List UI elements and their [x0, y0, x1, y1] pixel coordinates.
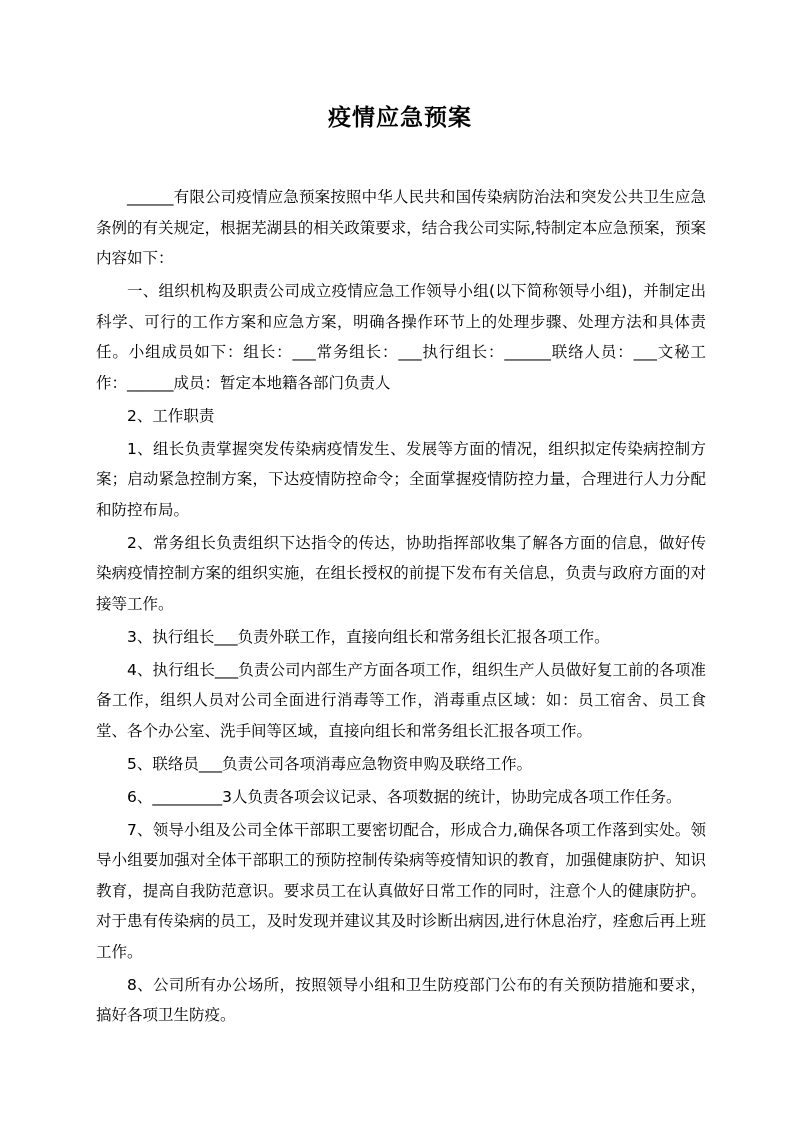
duty-item-6: 6、_________3人负责各项会议记录、各项数据的统计，协助完成各项工作任务。	[127, 787, 682, 806]
document-body	[96, 182, 706, 1033]
document-title: 疫情应急预案	[328, 105, 472, 131]
duty-item-7: 7、领导小组及公司全体干部职工要密切配合，形成合力,确保各项工作落到实处。领导小组要加强对全体干部职工的预防控制传染病等疫情知识的教育，加强健康防护、知识教育，提高自我防范意识。要求员工在认真做好日常工作的同时，注意个人的健康防护。对于患有传染病的员工，及时发现并建议其及时诊断出病因,进行休息治疗，痊愈后再上班工作。	[96, 820, 706, 961]
duty-item-3: 3、执行组长___负责外联工作，直接向组长和常务组长汇报各项工作。	[127, 627, 610, 646]
duty-item-1: 1、组长负责掌握突发传染病疫情发生、发展等方面的情况，组织拟定传染病控制方案；启动紧急控制方案，下达疫情防控命令；全面掌握疫情防控力量，合理进行人力分配和防控布局。	[96, 439, 706, 519]
duties-heading: 2、工作职责	[127, 406, 215, 425]
organization-paragraph: 一、组织机构及职责公司成立疫情应急工作领导小组(以下简称领导小组)，并制定出科学、可行的工作方案和应急方案，明确各操作环节上的处理步骤、处理方法和具体责任。小组成员如下：组长：___常务组长：___执行组长：______联络人员：___文秘工作：______成员：暂定本地籍各部门负责人	[96, 282, 706, 392]
duty-item-4: 4、执行组长___负责公司内部生产方面各项工作，组织生产人员做好复工前的各项准备工作，组织人员对公司全面进行消毒等工作，消毒重点区域：如：员工宿舍、员工食堂、各个办公室、洗手间等区域，直接向组长和常务组长汇报各项工作。	[96, 660, 706, 740]
duty-item-5: 5、联络员___负责公司各项消毒应急物资申购及联络工作。	[127, 754, 533, 773]
duty-item-2: 2、常务组长负责组织下达指令的传达，协助指挥部收集了解各方面的信息，做好传染病疫情控制方案的组织实施，在组长授权的前提下发布有关信息，负责与政府方面的对接等工作。	[96, 533, 706, 613]
intro-paragraph: ______有限公司疫情应急预案按照中华人民共和国传染病防治法和突发公共卫生应急条例的有关规定，根据芜湖县的相关政策要求，结合我公司实际,特制定本应急预案，预案内容如下：	[96, 188, 706, 267]
duty-item-8: 8、公司所有办公场所，按照领导小组和卫生防疫部门公布的有关预防措施和要求，搞好各项卫生防疫。	[96, 975, 706, 1024]
